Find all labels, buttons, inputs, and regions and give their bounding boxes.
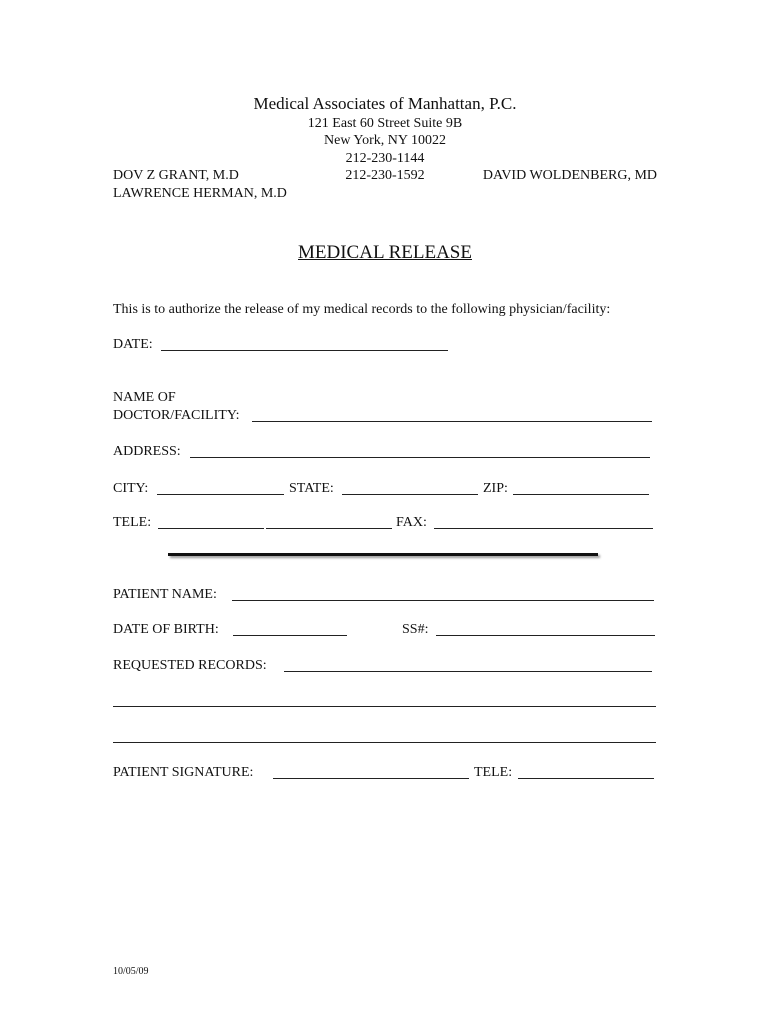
patient-signature-label: PATIENT SIGNATURE: [113, 765, 254, 780]
dob-label: DATE OF BIRTH: [113, 622, 219, 637]
phone-2: 212-230-1592 [345, 168, 425, 183]
footer-date-code: 10/05/09 [113, 966, 149, 977]
state-label: STATE: [289, 481, 334, 496]
city-label: CITY: [113, 481, 149, 496]
date-label: DATE: [113, 337, 153, 352]
zip-field[interactable] [513, 494, 649, 495]
tele-field-part1[interactable] [158, 528, 264, 529]
address-line-2: New York, NY 10022 [324, 133, 446, 148]
fax-label: FAX: [396, 515, 427, 530]
tele2-label: TELE: [474, 765, 513, 780]
form-title: MEDICAL RELEASE [298, 242, 472, 263]
requested-records-field[interactable] [284, 671, 652, 672]
name-of-label: NAME OF [113, 390, 176, 405]
intro-text: This is to authorize the release of my medical records to the following physician/facility: [113, 302, 611, 317]
doctor-name-left-2: LAWRENCE HERMAN, M.D [113, 186, 287, 201]
address-field[interactable] [190, 457, 650, 458]
phone-1: 212-230-1144 [345, 151, 425, 166]
address-line-1: 121 East 60 Street Suite 9B [307, 116, 463, 131]
city-field[interactable] [157, 494, 284, 495]
tele2-field[interactable] [518, 778, 654, 779]
dob-field[interactable] [233, 635, 347, 636]
patient-name-label: PATIENT NAME: [113, 587, 217, 602]
requested-records-label: REQUESTED RECORDS: [113, 658, 267, 673]
requested-records-line-2[interactable] [113, 706, 656, 707]
fax-field[interactable] [434, 528, 653, 529]
doctor-name-left-1: DOV Z GRANT, M.D [113, 168, 239, 183]
tele-label: TELE: [113, 515, 152, 530]
doctor-facility-field[interactable] [252, 421, 652, 422]
state-field[interactable] [342, 494, 478, 495]
patient-signature-field[interactable] [273, 778, 469, 779]
zip-label: ZIP: [483, 481, 508, 496]
requested-records-line-3[interactable] [113, 742, 656, 743]
doctor-name-right: DAVID WOLDENBERG, MD [482, 168, 657, 183]
date-field[interactable] [161, 350, 448, 351]
tele-field-part2[interactable] [266, 528, 392, 529]
address-label: ADDRESS: [113, 444, 181, 459]
org-name: Medical Associates of Manhattan, P.C. [253, 94, 517, 113]
patient-name-field[interactable] [232, 600, 654, 601]
ss-field[interactable] [436, 635, 655, 636]
section-divider [168, 553, 598, 556]
ss-label: SS#: [402, 622, 429, 637]
doctor-facility-label: DOCTOR/FACILITY: [113, 408, 240, 423]
